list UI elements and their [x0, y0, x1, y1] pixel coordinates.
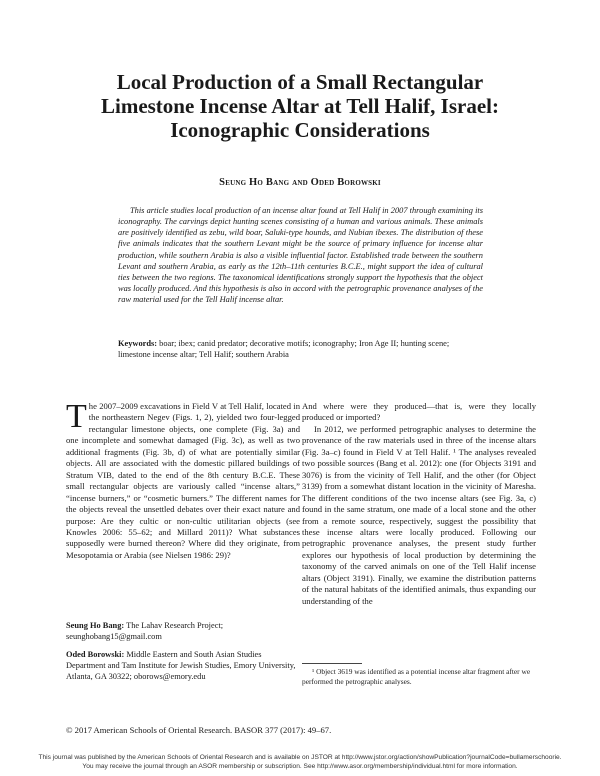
affiliation-2-detail: Middle Eastern and South Asian Studies Department and Tam Institute for Jewish Studies, Emory University, Atlanta, GA 30322; oborows@emory.edu [66, 649, 296, 682]
author-affiliations [66, 620, 300, 688]
intro-text: he 2007–2009 excavations in Field V at Tell Halif, located in the northeastern Negev (Figs. 1, 2), yielded two four-legged rectangular limestone objects, one complete (Fig. 3a) and one incomplete and somewhat damaged (Fig. 3c), as well as two additional fragments (Fig. 3b, d) of what are potentially similar objects. All are associated with the domestic pillared buildings of Stratum VIB, dated to the end of the 8th century B.C.E. These small rectangular objects are variously called “incense altars,” “incense burners,” or “cosmetic burners.” The different names for the objects reveal the unsettled debates over their exact nature and purpose: Are they cultic or non-cultic utilitarian objects (see Knowles 2006: 55–62; and Millard 2011)? What substances supposedly were burned thereon? Where did they originate, from Mesopotamia or Arabia (see Nielsen 1986: 29)? [66, 401, 300, 560]
jstor-notice-line-2: You may receive the journal through an ASOR membership or subscription. See http://www.asor.org/membership/individual.html for more information. [82, 762, 518, 770]
affiliation-2-name: Oded Borowski: [66, 649, 125, 659]
drop-cap: T [66, 398, 87, 435]
keywords [118, 338, 483, 360]
jstor-notice [0, 754, 600, 771]
body-column-right [302, 401, 536, 607]
affiliation-2 [66, 649, 300, 683]
footnote: ¹ Object 3619 was identified as a potential incense altar fragment after we performed the petrographic analyses. [302, 667, 531, 686]
affiliation-1-name: Seung Ho Bang: [66, 621, 125, 630]
footnote-rule [302, 663, 362, 664]
intro-paragraph [66, 398, 300, 561]
body-paragraph-2: In 2012, we performed petrographic analyses to determine the provenance of the raw materials used in three of the incense altars (Fig. 3a–c) found in Field V at Tell Halif. ¹ The analyses revealed two possible sources (Bang et al. 2012): one (for Objects 3191 and 3076) is from the vicinity of Tell Halif, and the other (for Object 3139) from a somewhat distant location in the vicinity of Maresha. The different conditions of the two incense altars (see Fig. 3a, c) found in the same stratum, one made of a local stone and the other from a remote source, respectively, suggest the possibility that these incense altars were locally produced. Following our petrographic provenance analyses, the present study further explores our hypothesis of local production by determining the taxonomy of the carved animals on one of the Tell Halif incense altars (Object 3191). Finally, we examine the distribution patterns of the natural habitats of the identified animals, thus expanding our understanding of the [302, 423, 536, 606]
body-column-left [66, 398, 300, 561]
affiliation-1 [66, 620, 300, 643]
title-line-1: Local Production of a Small Rectangular [116, 70, 484, 94]
keywords-list: boar; ibex; canid predator; decorative motifs; iconography; Iron Age II; hunting scene; limestone incense altar; Tell Halif; southern Arabia [118, 339, 450, 360]
authors-line: Seung Ho Bang and Oded Borowski [219, 177, 381, 188]
abstract: This article studies local production of an incense altar found at Tell Halif in 2007 through examining its iconography. The carvings depict hunting scenes consisting of a human and various animals. These animals are positively identified as zebu, wild boar, Saluki-type hounds, and Nubian ibexes. The distribution of these five animals indicates that the southern Levant might be the source of primary influence for incense altar production, while southern Arabia is also a visible influential factor. Established trade between the southern Levant and southern Arabia, as early as the 12th–11th centuries B.C.E., might support the idea of cultural ties between the two regions. The taxonomical identifications strongly support the hypothesis that the object was locally produced. And this hypothesis is also in accord with the petrographic provenance analyses of the raw material used for the Tell Halif incense altar. [118, 206, 483, 305]
keywords-label: Keywords: [118, 339, 158, 348]
article-title [40, 70, 560, 142]
title-line-3: Iconographic Considerations [170, 118, 430, 142]
copyright-line: © 2017 American Schools of Oriental Research. BASOR 377 (2017): 49–67. [66, 725, 332, 735]
jstor-notice-line-1: This journal was published by the American Schools of Oriental Research and is available on JSTOR at http://www.jstor.org/action/showPublication?journalCode=bullamerschoorie. [38, 754, 562, 761]
title-line-2: Limestone Incense Altar at Tell Halif, Israel: [100, 94, 499, 118]
affiliation-1-detail: The Lahav Research Project; seunghobang15@gmail.com [66, 621, 224, 642]
body-paragraph-continued: And where were they produced—that is, were they locally produced or imported? [302, 401, 536, 423]
